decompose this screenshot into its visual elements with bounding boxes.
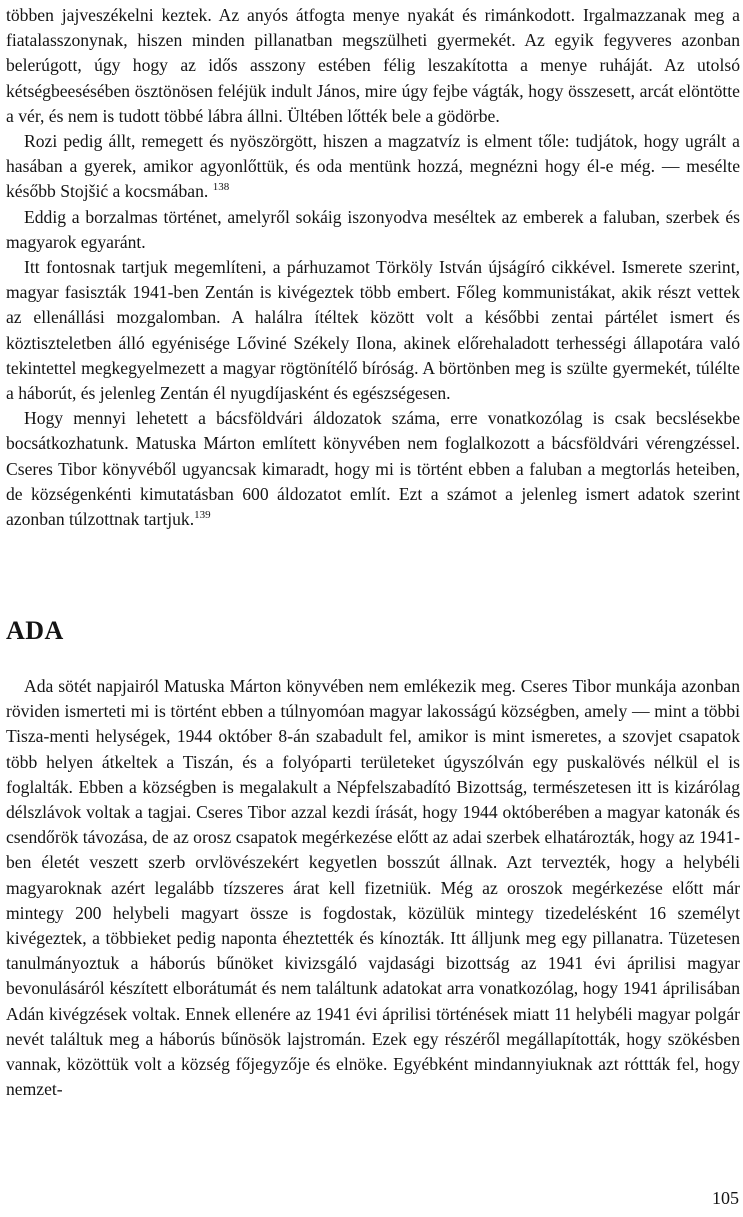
- footnote-ref-138: 138: [212, 181, 230, 194]
- section-heading: ADA: [6, 616, 64, 645]
- paragraph-2: [6, 129, 740, 205]
- paragraph-2-text: Rozi pedig állt, remegett és nyöszörgött, hiszen a magzatvíz is elment tőle: tudjátok, hogy ugrált a hasában a gyerek, amikor agyonlőttük, és oda mentünk hozzá, megnézni hogy él-e még. — mesélte később Stojšić a kocsmában.: [6, 131, 740, 202]
- page-number: 105: [712, 1188, 739, 1208]
- paragraph-4: Itt fontosnak tartjuk megemlíteni, a párhuzamot Törköly István újságíró cikkével. Ismerete szerint, magyar fasiszták 1941-ben Zentán is kivégeztek több embert. Főleg kommunistákat, akik részt vettek az ellenállási mozgalomban. A halálra ítéltek között volt a későbbi zentai pártélet ismert és köztiszteletben álló egyénisége Lőviné Székely Ilona, akinek előrehaladott terhességi állapotára való tekintettel megkegyelmezett a magyar rögtönítélő bíróság. A börtönben meg is szülte gyermekét, túlélte a háborút, és jelenleg Zentán él nyugdíjasként és egészségesen.: [6, 257, 740, 404]
- paragraph-ada: Ada sötét napjairól Matuska Márton könyvében nem emlékezik meg. Cseres Tibor munkája azonban röviden ismerteti mi is történt ebben a túlnyomóan magyar lakosságú községben, amely — mint a többi Tisza-menti helységek, 1944 október 8-án szabadult fel, amikor is mint ismeretes, a szovjet csapatok több helyen átkeltek a Tiszán, és a folyóparti területeket úgyszólván egy puskalövés nélkül el is foglalták. Ebben a községben is megalakult a Népfelszabadító Bizottság, természetesen itt is kizárólag délszlávok voltak a tagjai. Cseres Tibor azzal kezdi írását, hogy 1944 októberében a magyar katonák és csendőrök távozása, de az orosz csapatok megérkezése előtt az adai szerbek elhatározták, hogy az 1941-ben életét veszett szerb orvlövészekért kegyetlen bosszút állnak. Azt tervezték, hogy a helybéli magyaroknak azért legalább tízszeres árat kell fizetniük. Még az oroszok megérkezése előtt már mintegy 200 helybeli magyart össze is fogdostak, közülük mintegy tizedelésként 16 személyt kivégeztek, a többieket pedig naponta éheztették és kínozták. Itt álljunk meg egy pillanatra. Tüzetesen tanulmányoztuk a háborús bűnöket kivizsgáló vajdasági bizottság az 1941 évi áprilisi magyar bevonulásáról készített elborátumát és nem találtunk adatokat arra vonatkozólag, hogy 1941 áprilisában Adán kivégzések voltak. Ennek ellenére az 1941 évi áprilisi történések miatt 11 helybéli magyar polgár nevét találtuk meg a háborús bűnösök lajstromán. Ezek egy részéről megállapították, hogy szökésben vannak, közöttük volt a község főjegyzője és elnöke. Egyébként mindannyiuknak azt róttták fel, hogy nemzet-: [6, 676, 740, 1100]
- footnote-ref-139: 139: [194, 509, 211, 522]
- paragraph-5-text: Hogy mennyi lehetett a bácsföldvári áldozatok száma, erre vonatkozólag is csak becslésekbe bocsátkozhatunk. Matuska Márton említett könyvében nem foglalkozott a bácsföldvári vérengzéssel. Cseres Tibor könyvéből ugyancsak kimaradt, hogy mi is történt ebben a faluban a megtorlás heteiben, de községenkénti kimutatásban 600 áldozatot említ. Ezt a számot a jelenleg ismert adatok szerint azonban túlzottnak tartjuk.: [6, 408, 740, 530]
- paragraph-1: többen jajveszékelni keztek. Az anyós átfogta menye nyakát és rimánkodott. Irgalmazzanak meg a fiatalasszonynak, hiszen minden pillanatban megszülheti gyermekét. Az egyik fegyveres azonban belerúgott, úgy hogy az idős asszony estében félig leszakította a menye ruháját. Az utolsó kétségbeesésében ösztönösen feléjük indult János, mire úgy fejbe vágták, hogy összesett, arcát elöntötte a vér, és nem is tudott többé lábra állni. Ültében lőtték bele a gödörbe.: [6, 5, 740, 126]
- text-block-top: [6, 3, 740, 532]
- paragraph-5: [6, 406, 740, 532]
- text-block-ada: [6, 674, 740, 1102]
- paragraph-3: Eddig a borzalmas történet, amelyről sokáig iszonyodva meséltek az emberek a faluban, szerbek és magyarok egyaránt.: [6, 206, 740, 252]
